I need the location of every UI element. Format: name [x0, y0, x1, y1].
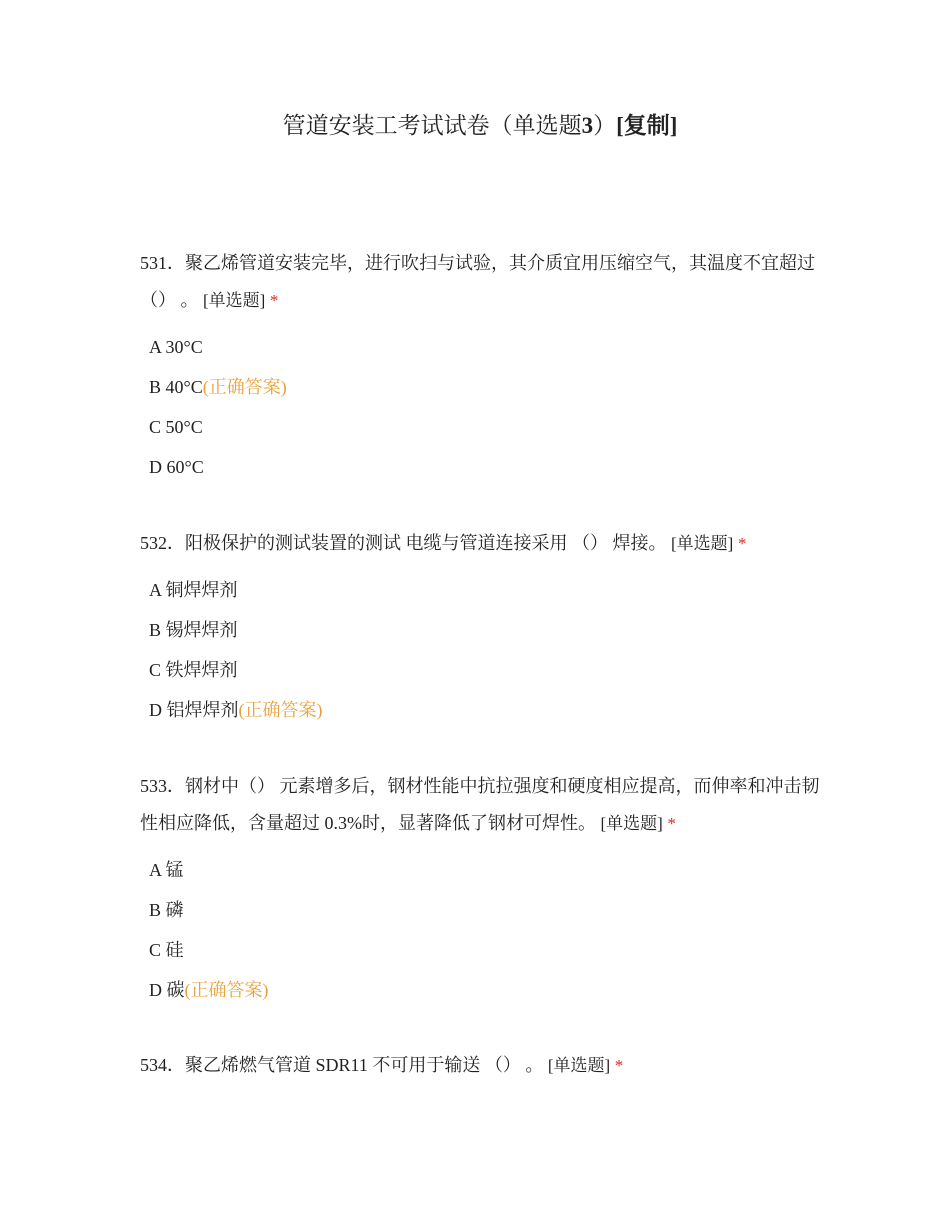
- question-533: [140, 768, 820, 1010]
- question-number: 531: [140, 253, 167, 273]
- option-d[interactable]: [140, 690, 820, 730]
- page-title: [0, 108, 950, 144]
- title-number: 3: [581, 113, 594, 138]
- option-b[interactable]: [140, 610, 820, 650]
- option-label: D 60°C: [149, 457, 204, 477]
- option-label: D 铝焊焊剂: [149, 700, 239, 720]
- option-c[interactable]: [140, 930, 820, 970]
- question-number-dot: ．: [167, 253, 185, 273]
- question-number: 532: [140, 533, 167, 553]
- question-text: [140, 768, 820, 842]
- correct-answer-tag: (正确答案): [184, 980, 269, 1000]
- option-a[interactable]: [140, 327, 820, 367]
- required-marker: *: [737, 534, 747, 553]
- question-number-dot: ．: [167, 776, 185, 796]
- question-number-dot: ．: [167, 533, 185, 553]
- option-d[interactable]: [140, 447, 820, 487]
- question-body: 阳极保护的测试装置的测试 电缆与管道连接采用 （） 焊接。: [185, 533, 667, 553]
- question-text: [140, 1047, 820, 1084]
- question-body: 聚乙烯燃气管道 SDR11 不可用于输送 （） 。: [185, 1055, 544, 1075]
- option-label: C 硅: [149, 940, 184, 960]
- required-marker: *: [614, 1056, 624, 1075]
- question-531: [140, 245, 820, 487]
- question-534: [140, 1047, 820, 1084]
- option-b[interactable]: [140, 890, 820, 930]
- option-label: B 锡焊焊剂: [149, 620, 238, 640]
- option-label: C 铁焊焊剂: [149, 660, 238, 680]
- question-number-dot: ．: [167, 1055, 185, 1075]
- question-type: [单选题]: [203, 291, 266, 310]
- question-type: [单选题]: [547, 1056, 611, 1075]
- option-b[interactable]: [140, 367, 820, 407]
- option-label: A 铜焊焊剂: [149, 580, 238, 600]
- question-type: [单选题]: [671, 534, 734, 553]
- question-number: 534: [140, 1055, 167, 1075]
- option-label: A 锰: [149, 860, 184, 880]
- option-a[interactable]: [140, 850, 820, 890]
- option-label: A 30°C: [149, 337, 203, 357]
- question-text: [140, 525, 820, 562]
- question-body: 聚乙烯管道安装完毕，进行吹扫与试验，其介质宜用压缩空气，其温度不宜超过 （） 。: [140, 253, 815, 310]
- option-a[interactable]: [140, 570, 820, 610]
- title-close-paren: ）: [593, 113, 617, 138]
- required-marker: *: [667, 814, 676, 833]
- question-number: 533: [140, 776, 167, 796]
- option-label: B 磷: [149, 900, 184, 920]
- required-marker: *: [269, 291, 279, 310]
- question-text: [140, 245, 820, 319]
- title-text: 管道安装工考试试卷（单选题: [282, 113, 582, 138]
- question-532: [140, 525, 820, 730]
- correct-answer-tag: (正确答案): [238, 700, 323, 720]
- option-c[interactable]: [140, 407, 820, 447]
- correct-answer-tag: (正确答案): [202, 377, 287, 397]
- option-label: D 碳: [149, 980, 185, 1000]
- copy-link[interactable]: [复制]: [616, 113, 678, 138]
- option-d[interactable]: [140, 970, 820, 1010]
- question-type: [单选题]: [600, 814, 663, 833]
- option-label: B 40°C: [149, 377, 203, 397]
- option-label: C 50°C: [149, 417, 203, 437]
- option-c[interactable]: [140, 650, 820, 690]
- question-body: 钢材中（） 元素增多后，钢材性能中抗拉强度和硬度相应提高，而伸率和冲击韧性相应降低，含量超过 0.3%时，显著降低了钢材可焊性。: [140, 776, 820, 833]
